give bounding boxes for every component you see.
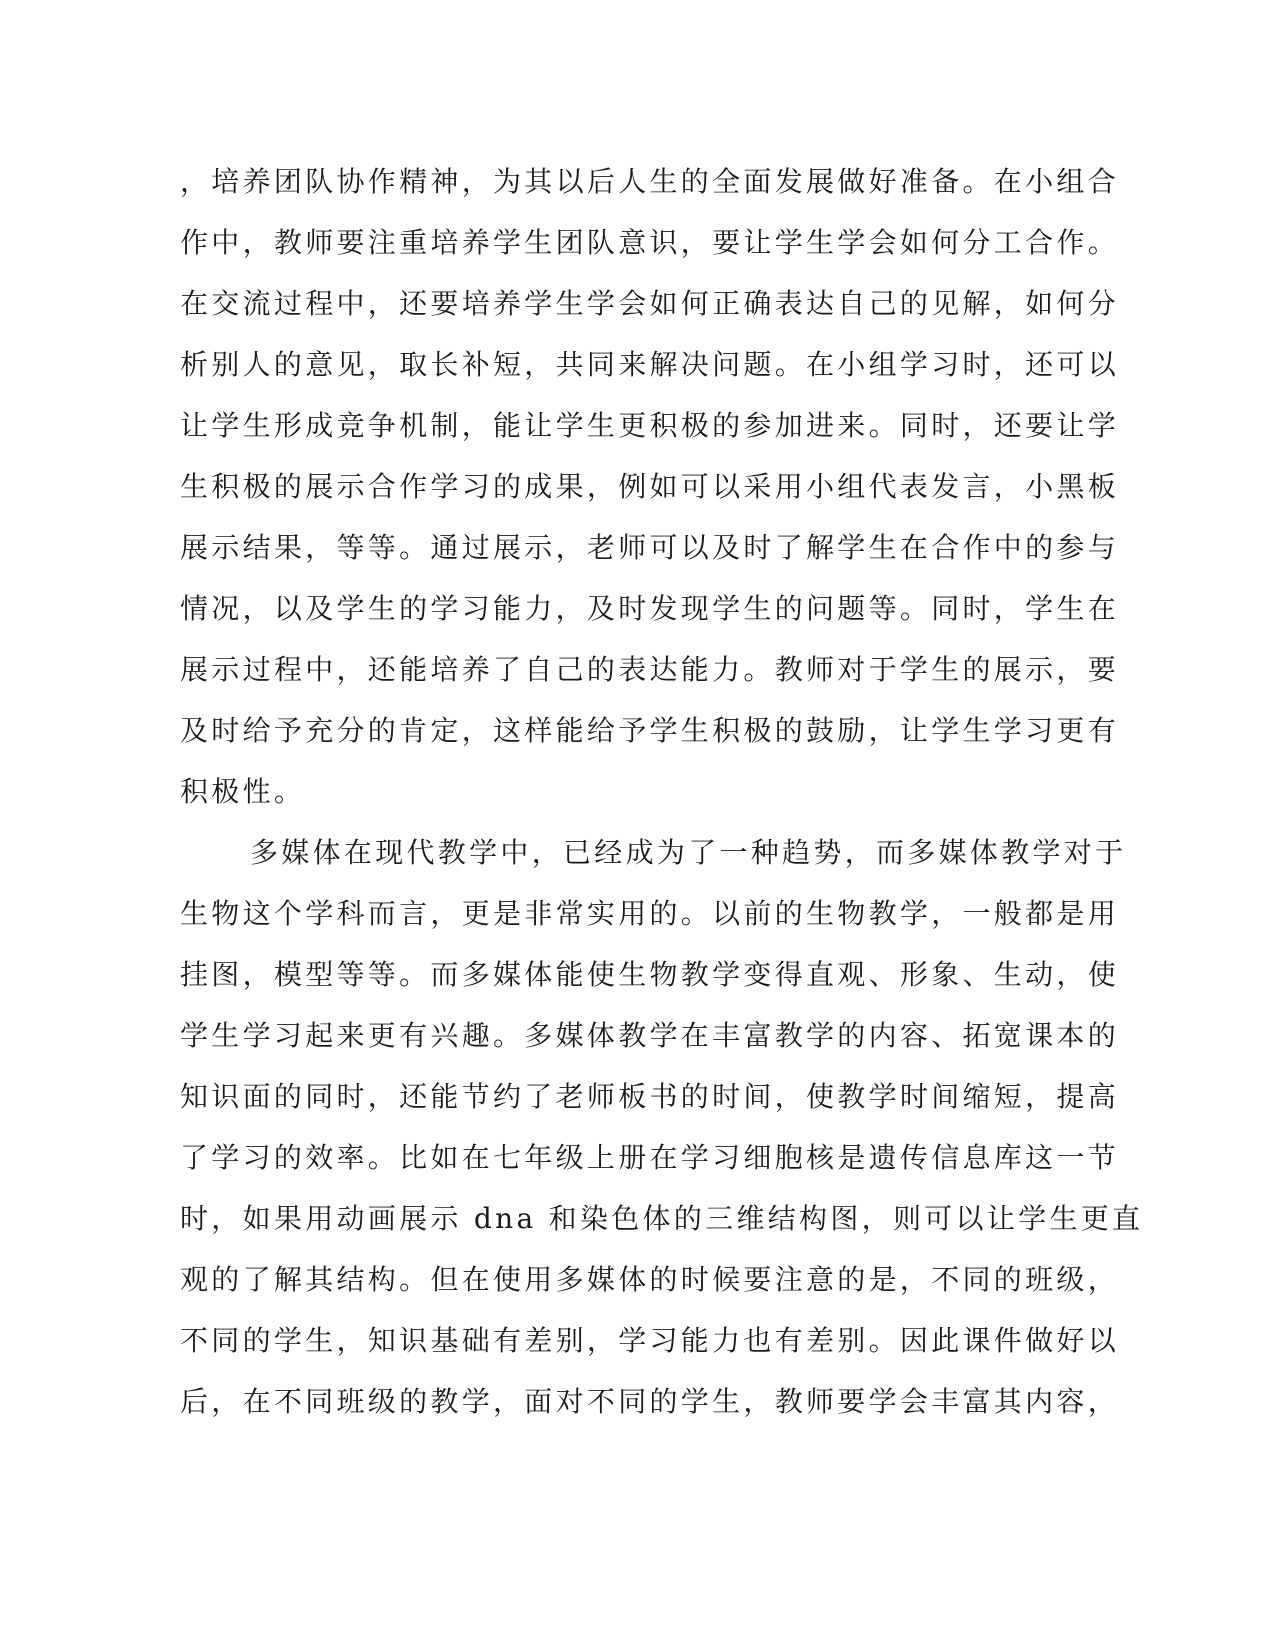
text-line: 展示过程中，还能培养了自己的表达能力。教师对于学生的展示，要 [180,653,1120,686]
text-line: 生物这个学科而言，更是非常实用的。以前的生物教学，一般都是用 [180,897,1120,930]
text-line: 挂图，模型等等。而多媒体能使生物教学变得直观、形象、生动，使 [180,958,1120,991]
text-line: 生积极的展示合作学习的成果，例如可以采用小组代表发言，小黑板 [180,470,1120,503]
paragraph-1 [180,160,1120,831]
text-line: 展示结果，等等。通过展示，老师可以及时了解学生在合作中的参与 [180,531,1120,564]
text-line: 时，如果用动画展示 dna 和染色体的三维结构图，则可以让学生更直 [180,1202,1144,1235]
text-line: 析别人的意见，取长补短，共同来解决问题。在小组学习时，还可以 [180,348,1120,381]
text-line: 在交流过程中，还要培养学生学会如何正确表达自己的见解，如何分 [180,287,1120,320]
paragraph-2 [180,831,1144,1441]
text-line: 积极性。 [180,775,306,808]
text-line: 多媒体在现代教学中，已经成为了一种趋势，而多媒体教学对于 [250,836,1127,869]
text-line: 情况，以及学生的学习能力，及时发现学生的问题等。同时，学生在 [180,592,1120,625]
text-line: 不同的学生，知识基础有差别，学习能力也有差别。因此课件做好以 [180,1324,1120,1357]
text-line: 知识面的同时，还能节约了老师板书的时间，使教学时间缩短，提高 [180,1080,1120,1113]
text-line: 了学习的效率。比如在七年级上册在学习细胞核是遗传信息库这一节 [180,1141,1120,1174]
text-line: 作中，教师要注重培养学生团队意识，要让学生学会如何分工合作。 [180,226,1120,259]
text-line: 后，在不同班级的教学，面对不同的学生，教师要学会丰富其内容， [180,1385,1120,1418]
text-line: 及时给予充分的肯定，这样能给予学生积极的鼓励，让学生学习更有 [180,714,1120,747]
text-line: 让学生形成竞争机制，能让学生更积极的参加进来。同时，还要让学 [180,409,1120,442]
text-line: ，培养团队协作精神，为其以后人生的全面发展做好准备。在小组合 [180,165,1120,198]
text-line: 学生学习起来更有兴趣。多媒体教学在丰富教学的内容、拓宽课本的 [180,1019,1120,1052]
text-line: 观的了解其结构。但在使用多媒体的时候要注意的是，不同的班级， [180,1263,1120,1296]
body-text [180,160,1144,1441]
